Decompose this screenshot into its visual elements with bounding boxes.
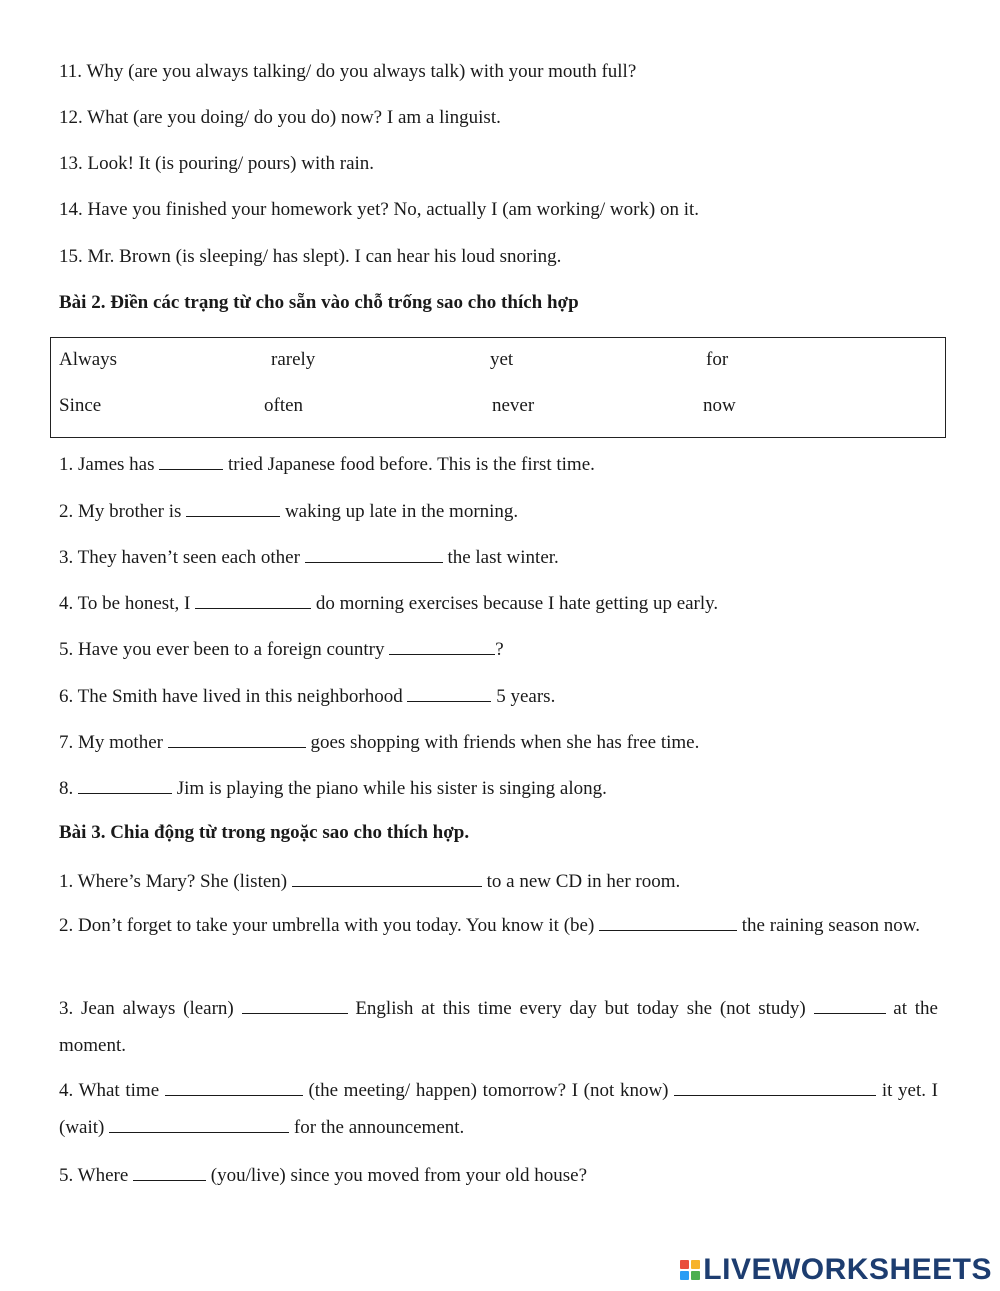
answer-blank[interactable]: [599, 913, 737, 931]
answer-blank[interactable]: [305, 545, 443, 563]
answer-blank[interactable]: [159, 452, 223, 470]
exercise-item: 5. Where (you/live) since you moved from your old house?: [59, 1165, 588, 1186]
word-box-item: for: [706, 349, 729, 370]
answer-blank[interactable]: [389, 637, 495, 655]
answer-blank[interactable]: [242, 996, 348, 1014]
word-box-item: Always: [59, 349, 118, 370]
exercise-item: 8. Jim is playing the piano while his sister is singing along.: [59, 778, 607, 799]
exercise-item-14: 14. Have you finished your homework yet? No, actually I (am working/ work) on it.: [59, 199, 700, 220]
answer-blank[interactable]: [133, 1163, 206, 1181]
answer-blank[interactable]: [292, 869, 482, 887]
exercise-item: 4. What time (the meeting/ happen) tomorrow? I (not know) it yet. I (wait) for the announcement.: [59, 1080, 939, 1138]
answer-blank[interactable]: [195, 591, 311, 609]
logo-tile: [680, 1271, 689, 1280]
word-box-item: Since: [59, 395, 102, 416]
answer-blank[interactable]: [674, 1078, 876, 1096]
answer-blank[interactable]: [186, 499, 280, 517]
word-box-item: now: [703, 395, 736, 416]
exercise-item-12: 12. What (are you doing/ do you do) now? I am a linguist.: [59, 107, 501, 128]
logo-tile: [691, 1260, 700, 1269]
exercise-item-13: 13. Look! It (is pouring/ pours) with rain.: [59, 153, 375, 174]
exercise-item: 3. Jean always (learn) English at this time every day but today she (not study) at the moment.: [59, 998, 938, 1056]
word-box-item: yet: [490, 349, 514, 370]
answer-blank[interactable]: [109, 1115, 289, 1133]
logo-tile: [680, 1260, 689, 1269]
section-3-heading: Bài 3. Chia động từ trong ngoặc sao cho thích hợp.: [59, 822, 470, 843]
answer-blank[interactable]: [165, 1078, 303, 1096]
word-box-item: often: [264, 395, 304, 416]
exercise-item: 5. Have you ever been to a foreign country ?: [59, 639, 504, 660]
logo-tile: [691, 1271, 700, 1280]
exercise-item-11: 11. Why (are you always talking/ do you always talk) with your mouth full?: [59, 61, 637, 82]
exercise-item: 3. They haven’t seen each other the last winter.: [59, 547, 559, 568]
liveworksheets-logo: [680, 1253, 992, 1287]
brand-name: LIVEWORKSHEETS: [703, 1253, 992, 1286]
exercise-item: 7. My mother goes shopping with friends when she has free time.: [59, 732, 700, 753]
answer-blank[interactable]: [814, 996, 886, 1014]
exercise-item: 4. To be honest, I do morning exercises because I hate getting up early.: [59, 593, 719, 614]
liveworksheets-icon: [680, 1260, 700, 1280]
section-2-heading: Bài 2. Điền các trạng từ cho sẵn vào chỗ trống sao cho thích hợp: [59, 292, 579, 313]
exercise-item: 6. The Smith have lived in this neighborhood 5 years.: [59, 686, 556, 707]
exercise-item: 1. James has tried Japanese food before. This is the first time.: [59, 454, 595, 475]
word-box-item: never: [492, 395, 535, 416]
word-box: [50, 337, 946, 438]
exercise-item: 2. Don’t forget to take your umbrella with you today. You know it (be) the raining season now.: [59, 915, 920, 936]
word-box-item: rarely: [271, 349, 316, 370]
answer-blank[interactable]: [78, 776, 172, 794]
exercise-item-15: 15. Mr. Brown (is sleeping/ has slept). I can hear his loud snoring.: [59, 246, 562, 267]
answer-blank[interactable]: [168, 730, 306, 748]
exercise-item: 1. Where’s Mary? She (listen) to a new CD in her room.: [59, 871, 681, 892]
answer-blank[interactable]: [407, 684, 491, 702]
exercise-item: 2. My brother is waking up late in the morning.: [59, 501, 519, 522]
